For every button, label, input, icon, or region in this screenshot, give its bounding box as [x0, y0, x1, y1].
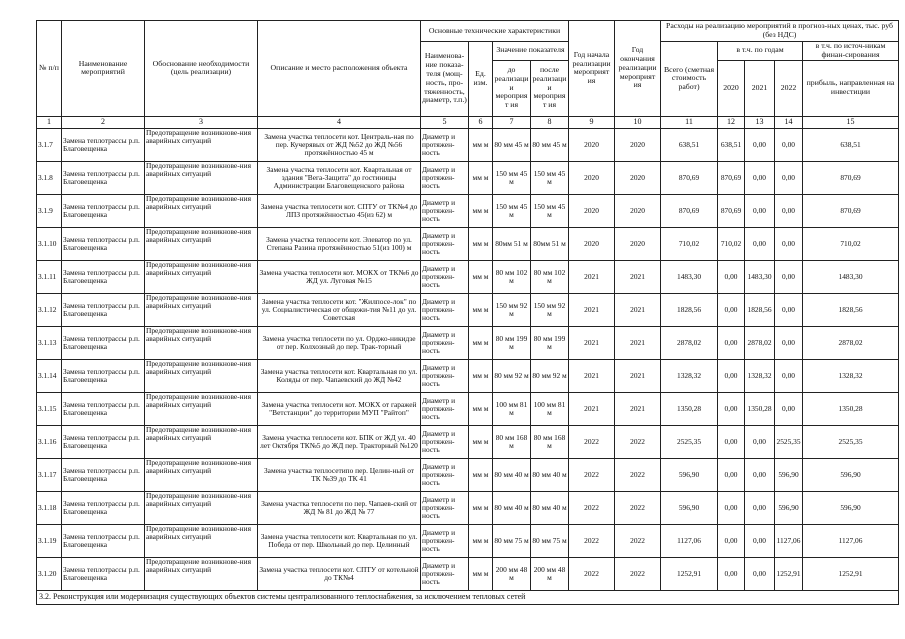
row-reason: Предотвращение возникнове-ния аварийных ситуаций	[145, 392, 258, 425]
row-2022: 0,00	[775, 359, 803, 392]
col-num: 5	[421, 116, 469, 128]
hdr-unit: Ед. изм.	[469, 42, 493, 117]
row-2022: 0,00	[775, 260, 803, 293]
row-total: 638,51	[661, 128, 718, 161]
row-2022: 0,00	[775, 326, 803, 359]
row-value-after: 80 мм 40 м	[531, 458, 569, 491]
row-number: 3.1.20	[37, 557, 62, 590]
row-number: 3.1.17	[37, 458, 62, 491]
hdr-total: Всего (сметная стоимость работ)	[661, 42, 718, 117]
row-profit: 710,02	[803, 227, 899, 260]
row-reason: Предотвращение возникнове-ния аварийных ситуаций	[145, 161, 258, 194]
row-profit: 596,90	[803, 458, 899, 491]
row-description: Замена участка теплосети кот. МОКХ от гаражей "Ветстанции" до территории МУП "Райтоп"	[258, 392, 421, 425]
table-row	[37, 458, 899, 491]
document-page	[36, 20, 898, 605]
row-end-year: 2021	[615, 326, 661, 359]
row-start-year: 2020	[569, 128, 615, 161]
row-unit: мм м	[469, 557, 493, 590]
row-description: Замена участка теплосети по ул. Орджо-никидзе от пер. Колхозный до пер. Трак-торный	[258, 326, 421, 359]
row-profit: 1127,06	[803, 524, 899, 557]
row-value-after: 150 мм 92 м	[531, 293, 569, 326]
row-total: 596,90	[661, 491, 718, 524]
row-2020: 0,00	[718, 359, 745, 392]
row-2021: 1328,32	[745, 359, 775, 392]
row-unit: мм м	[469, 128, 493, 161]
hdr-before: до реализации мероприят ия	[493, 60, 531, 116]
row-2021: 0,00	[745, 491, 775, 524]
row-value-before: 80 мм 75 м	[493, 524, 531, 557]
row-end-year: 2021	[615, 260, 661, 293]
row-parameter: Диаметр и протяжен-ность	[421, 557, 469, 590]
row-number: 3.1.10	[37, 227, 62, 260]
row-name: Замена теплотрассы р.п. Благовещенка	[62, 557, 145, 590]
col-num: 6	[469, 116, 493, 128]
row-description: Замена участка теплосети кот. МОКХ от ТК№6 до ЖД ул. Луговая №15	[258, 260, 421, 293]
row-total: 1252,91	[661, 557, 718, 590]
row-unit: мм м	[469, 194, 493, 227]
table-row	[37, 557, 899, 590]
row-profit: 1350,28	[803, 392, 899, 425]
hdr-by-years: в т.ч. по годам	[718, 42, 803, 61]
row-profit: 1252,91	[803, 557, 899, 590]
row-value-before: 200 мм 48 м	[493, 557, 531, 590]
row-name: Замена теплотрассы р.п. Благовещенка	[62, 326, 145, 359]
row-value-after: 150 мм 45 м	[531, 194, 569, 227]
hdr-sources: в т.ч. по источ-никам финан-сирования	[803, 42, 899, 61]
row-description: Замена участка теплосети кот. Квартальная по ул. Коляды от пер. Чапаевский до ЖД №42	[258, 359, 421, 392]
col-num: 4	[258, 116, 421, 128]
table-row	[37, 326, 899, 359]
row-unit: мм м	[469, 458, 493, 491]
row-2020: 870,69	[718, 161, 745, 194]
col-num: 10	[615, 116, 661, 128]
row-end-year: 2021	[615, 293, 661, 326]
row-parameter: Диаметр и протяжен-ность	[421, 194, 469, 227]
row-profit: 638,51	[803, 128, 899, 161]
hdr-2021: 2021	[745, 60, 775, 116]
row-2021: 2878,02	[745, 326, 775, 359]
row-value-after: 200 мм 48 м	[531, 557, 569, 590]
col-num: 7	[493, 116, 531, 128]
col-num: 1	[37, 116, 62, 128]
row-unit: мм м	[469, 161, 493, 194]
table-row	[37, 425, 899, 458]
hdr-end-year: Год окончания реализации мероприят ия	[615, 21, 661, 117]
row-name: Замена теплотрассы р.п. Благовещенка	[62, 491, 145, 524]
row-value-after: 80 мм 102 м	[531, 260, 569, 293]
row-profit: 2878,02	[803, 326, 899, 359]
row-parameter: Диаметр и протяжен-ность	[421, 260, 469, 293]
row-total: 2878,02	[661, 326, 718, 359]
row-unit: мм м	[469, 491, 493, 524]
row-name: Замена теплотрассы р.п. Благовещенка	[62, 425, 145, 458]
row-end-year: 2022	[615, 524, 661, 557]
row-2022: 596,90	[775, 491, 803, 524]
row-start-year: 2022	[569, 425, 615, 458]
row-value-after: 80мм 51 м	[531, 227, 569, 260]
row-start-year: 2021	[569, 293, 615, 326]
row-2021: 1350,28	[745, 392, 775, 425]
row-reason: Предотвращение возникнове-ния аварийных ситуаций	[145, 194, 258, 227]
row-2021: 1828,56	[745, 293, 775, 326]
row-start-year: 2022	[569, 557, 615, 590]
row-unit: мм м	[469, 260, 493, 293]
row-description: Замена участка теплосети кот. Централь-ная по пер. Кучерявых от ЖД №52 до ЖД №56 протяжённостью 45 м	[258, 128, 421, 161]
row-reason: Предотвращение возникнове-ния аварийных ситуаций	[145, 359, 258, 392]
row-name: Замена теплотрассы р.п. Благовещенка	[62, 458, 145, 491]
row-value-before: 80 мм 40 м	[493, 458, 531, 491]
hdr-param-name: Наименова-ние показа-теля (мощ-ность, про-тяженность, диаметр, т.п.)	[421, 42, 469, 117]
row-value-before: 150 мм 92 м	[493, 293, 531, 326]
row-end-year: 2020	[615, 161, 661, 194]
row-2021: 0,00	[745, 524, 775, 557]
table-row	[37, 524, 899, 557]
row-start-year: 2022	[569, 458, 615, 491]
row-profit: 870,69	[803, 194, 899, 227]
row-name: Замена теплотрассы р.п. Благовещенка	[62, 161, 145, 194]
hdr-tech-group: Основные технические характеристики	[421, 21, 569, 42]
hdr-start-year: Год начала реализации мероприят ия	[569, 21, 615, 117]
row-2022: 0,00	[775, 293, 803, 326]
row-end-year: 2022	[615, 425, 661, 458]
row-name: Замена теплотрассы р.п. Благовещенка	[62, 524, 145, 557]
row-end-year: 2022	[615, 557, 661, 590]
row-parameter: Диаметр и протяжен-ность	[421, 458, 469, 491]
hdr-after: после реализации мероприят ия	[531, 60, 569, 116]
row-2022: 0,00	[775, 161, 803, 194]
hdr-2022: 2022	[775, 60, 803, 116]
table-row	[37, 392, 899, 425]
col-num: 14	[775, 116, 803, 128]
row-profit: 2525,35	[803, 425, 899, 458]
row-number: 3.1.11	[37, 260, 62, 293]
row-total: 1350,28	[661, 392, 718, 425]
row-2021: 0,00	[745, 161, 775, 194]
row-2020: 0,00	[718, 326, 745, 359]
row-number: 3.1.15	[37, 392, 62, 425]
row-2020: 0,00	[718, 392, 745, 425]
row-value-after: 80 мм 45 м	[531, 128, 569, 161]
row-parameter: Диаметр и протяжен-ность	[421, 392, 469, 425]
row-unit: мм м	[469, 524, 493, 557]
row-end-year: 2020	[615, 194, 661, 227]
row-total: 1483,30	[661, 260, 718, 293]
row-profit: 1483,30	[803, 260, 899, 293]
col-num: 13	[745, 116, 775, 128]
table-row	[37, 260, 899, 293]
row-reason: Предотвращение возникнове-ния аварийных ситуаций	[145, 425, 258, 458]
row-parameter: Диаметр и протяжен-ность	[421, 128, 469, 161]
row-name: Замена теплотрассы р.п. Благовещенка	[62, 359, 145, 392]
row-description: Замена участка теплосети по пер. Чапаев-ский от ЖД № 81 до ЖД № 77	[258, 491, 421, 524]
row-name: Замена теплотрассы р.п. Благовещенка	[62, 128, 145, 161]
row-value-before: 80 мм 199 м	[493, 326, 531, 359]
row-2020: 638,51	[718, 128, 745, 161]
col-num: 15	[803, 116, 899, 128]
row-unit: мм м	[469, 392, 493, 425]
row-end-year: 2021	[615, 359, 661, 392]
row-2020: 0,00	[718, 491, 745, 524]
row-total: 870,69	[661, 194, 718, 227]
row-2021: 0,00	[745, 227, 775, 260]
row-start-year: 2020	[569, 194, 615, 227]
row-value-after: 80 мм 75 м	[531, 524, 569, 557]
row-name: Замена теплотрассы р.п. Благовещенка	[62, 227, 145, 260]
row-total: 710,02	[661, 227, 718, 260]
row-2021: 0,00	[745, 425, 775, 458]
row-value-after: 150 мм 45 м	[531, 161, 569, 194]
row-2020: 0,00	[718, 458, 745, 491]
row-number: 3.1.13	[37, 326, 62, 359]
row-name: Замена теплотрассы р.п. Благовещенка	[62, 260, 145, 293]
row-description: Замена участка теплосети кот. СПТУ от котельной до ТК№4	[258, 557, 421, 590]
row-2020: 0,00	[718, 524, 745, 557]
row-2022: 1127,06	[775, 524, 803, 557]
hdr-desc: Описание и место расположения объекта	[258, 21, 421, 117]
col-num: 9	[569, 116, 615, 128]
row-start-year: 2021	[569, 260, 615, 293]
row-2020: 0,00	[718, 293, 745, 326]
table-row	[37, 227, 899, 260]
row-2022: 2525,35	[775, 425, 803, 458]
row-total: 1828,56	[661, 293, 718, 326]
row-value-before: 150 мм 45 м	[493, 161, 531, 194]
row-2021: 0,00	[745, 194, 775, 227]
row-start-year: 2021	[569, 392, 615, 425]
row-reason: Предотвращение возникнове-ния аварийных ситуаций	[145, 491, 258, 524]
row-2020: 0,00	[718, 425, 745, 458]
row-end-year: 2020	[615, 227, 661, 260]
table-row	[37, 161, 899, 194]
row-value-after: 80 мм 92 м	[531, 359, 569, 392]
row-unit: мм м	[469, 293, 493, 326]
row-unit: мм м	[469, 359, 493, 392]
col-num: 2	[62, 116, 145, 128]
hdr-reason: Обоснование необходимости (цель реализации)	[145, 21, 258, 117]
row-description: Замена участка теплосети кот. Элеватор по ул. Степана Разина протяжённостью 51(из 100) м	[258, 227, 421, 260]
row-number: 3.1.7	[37, 128, 62, 161]
row-unit: мм м	[469, 326, 493, 359]
row-name: Замена теплотрассы р.п. Благовещенка	[62, 194, 145, 227]
row-value-before: 80мм 51 м	[493, 227, 531, 260]
table-row	[37, 293, 899, 326]
row-total: 2525,35	[661, 425, 718, 458]
table-row	[37, 359, 899, 392]
row-2020: 0,00	[718, 557, 745, 590]
row-parameter: Диаметр и протяжен-ность	[421, 359, 469, 392]
investment-table	[36, 20, 899, 605]
row-unit: мм м	[469, 227, 493, 260]
row-value-before: 100 мм 81 м	[493, 392, 531, 425]
row-value-after: 80 мм 40 м	[531, 491, 569, 524]
row-profit: 596,90	[803, 491, 899, 524]
table-row	[37, 491, 899, 524]
hdr-name: Наименование мероприятий	[62, 21, 145, 117]
row-description: Замена участка теплосети кот. "Жилпосе-лок" по ул. Социалистическая от общежи-тия №11 до ул. Советская	[258, 293, 421, 326]
row-end-year: 2020	[615, 128, 661, 161]
row-start-year: 2020	[569, 227, 615, 260]
col-num: 8	[531, 116, 569, 128]
row-parameter: Диаметр и протяжен-ность	[421, 293, 469, 326]
row-total: 1328,32	[661, 359, 718, 392]
row-start-year: 2020	[569, 161, 615, 194]
col-num: 11	[661, 116, 718, 128]
row-reason: Предотвращение возникнове-ния аварийных ситуаций	[145, 227, 258, 260]
row-number: 3.1.14	[37, 359, 62, 392]
row-description: Замена участка теплосетипо пер. Целин-ный от ТК №39 до ТК 41	[258, 458, 421, 491]
hdr-no: № п/п	[37, 21, 62, 117]
row-value-after: 80 мм 199 м	[531, 326, 569, 359]
table-row	[37, 128, 899, 161]
row-value-before: 80 мм 92 м	[493, 359, 531, 392]
row-name: Замена теплотрассы р.п. Благовещенка	[62, 392, 145, 425]
row-profit: 870,69	[803, 161, 899, 194]
row-value-after: 100 мм 81 м	[531, 392, 569, 425]
column-number-row	[37, 116, 899, 128]
row-2021: 0,00	[745, 557, 775, 590]
row-start-year: 2021	[569, 359, 615, 392]
row-2020: 0,00	[718, 260, 745, 293]
col-num: 3	[145, 116, 258, 128]
row-profit: 1828,56	[803, 293, 899, 326]
row-parameter: Диаметр и протяжен-ность	[421, 227, 469, 260]
row-reason: Предотвращение возникнове-ния аварийных ситуаций	[145, 260, 258, 293]
row-parameter: Диаметр и протяжен-ность	[421, 425, 469, 458]
row-reason: Предотвращение возникнове-ния аварийных ситуаций	[145, 128, 258, 161]
row-number: 3.1.9	[37, 194, 62, 227]
row-number: 3.1.16	[37, 425, 62, 458]
row-end-year: 2022	[615, 491, 661, 524]
row-number: 3.1.19	[37, 524, 62, 557]
hdr-2020: 2020	[718, 60, 745, 116]
row-2022: 0,00	[775, 128, 803, 161]
row-start-year: 2021	[569, 326, 615, 359]
row-2022: 596,90	[775, 458, 803, 491]
row-number: 3.1.8	[37, 161, 62, 194]
table-row	[37, 194, 899, 227]
row-2022: 0,00	[775, 392, 803, 425]
hdr-value-group: Значение показателя	[493, 42, 569, 61]
row-reason: Предотвращение возникнове-ния аварийных ситуаций	[145, 458, 258, 491]
row-description: Замена участка теплосети кот. БПК от ЖД ул. 40 лет Октября ТК№5 до ЖД пер. Тракторный №120	[258, 425, 421, 458]
row-value-before: 80 мм 45 м	[493, 128, 531, 161]
row-reason: Предотвращение возникнове-ния аварийных ситуаций	[145, 524, 258, 557]
row-2021: 0,00	[745, 458, 775, 491]
row-end-year: 2021	[615, 392, 661, 425]
row-value-before: 80 мм 40 м	[493, 491, 531, 524]
row-total: 1127,06	[661, 524, 718, 557]
col-num: 12	[718, 116, 745, 128]
row-reason: Предотвращение возникнове-ния аварийных ситуаций	[145, 293, 258, 326]
row-unit: мм м	[469, 425, 493, 458]
row-number: 3.1.12	[37, 293, 62, 326]
row-reason: Предотвращение возникнове-ния аварийных ситуаций	[145, 326, 258, 359]
row-2021: 1483,30	[745, 260, 775, 293]
hdr-costs-group: Расходы на реализацию мероприятий в прогноз-ных ценах, тыс. руб (без НДС)	[661, 21, 899, 42]
row-description: Замена участка теплосети кот. СПТУ от ТК№4 до ЛПЗ протяжённостью 45(из 62) м	[258, 194, 421, 227]
row-2021: 0,00	[745, 128, 775, 161]
row-description: Замена участка теплосети кот. Квартальная от здания "Вега-Защита" до гостиницы Администрации Благовещенского района	[258, 161, 421, 194]
row-parameter: Диаметр и протяжен-ность	[421, 326, 469, 359]
row-2022: 0,00	[775, 194, 803, 227]
row-2022: 0,00	[775, 227, 803, 260]
row-start-year: 2022	[569, 524, 615, 557]
row-2022: 1252,91	[775, 557, 803, 590]
row-description: Замена участка теплосети кот. Квартальная по ул. Победа от пер. Школьный до пер. Целинный	[258, 524, 421, 557]
row-reason: Предотвращение возникнове-ния аварийных ситуаций	[145, 557, 258, 590]
row-total: 870,69	[661, 161, 718, 194]
row-total: 596,90	[661, 458, 718, 491]
row-profit: 1328,32	[803, 359, 899, 392]
row-name: Замена теплотрассы р.п. Благовещенка	[62, 293, 145, 326]
row-parameter: Диаметр и протяжен-ность	[421, 491, 469, 524]
row-value-before: 150 мм 45 м	[493, 194, 531, 227]
row-start-year: 2022	[569, 491, 615, 524]
row-number: 3.1.18	[37, 491, 62, 524]
row-value-before: 80 мм 168 м	[493, 425, 531, 458]
row-value-before: 80 мм 102 м	[493, 260, 531, 293]
row-parameter: Диаметр и протяжен-ность	[421, 161, 469, 194]
row-2020: 870,69	[718, 194, 745, 227]
row-value-after: 80 мм 168 м	[531, 425, 569, 458]
row-end-year: 2022	[615, 458, 661, 491]
section-heading: 3.2. Реконструкция или модернизация существующих объектов системы централизованного теплоснабжения, за исключением тепловых сетей	[37, 590, 899, 604]
row-parameter: Диаметр и протяжен-ность	[421, 524, 469, 557]
row-2020: 710,02	[718, 227, 745, 260]
hdr-profit: прибыль, направленная на инвестиции	[803, 60, 899, 116]
